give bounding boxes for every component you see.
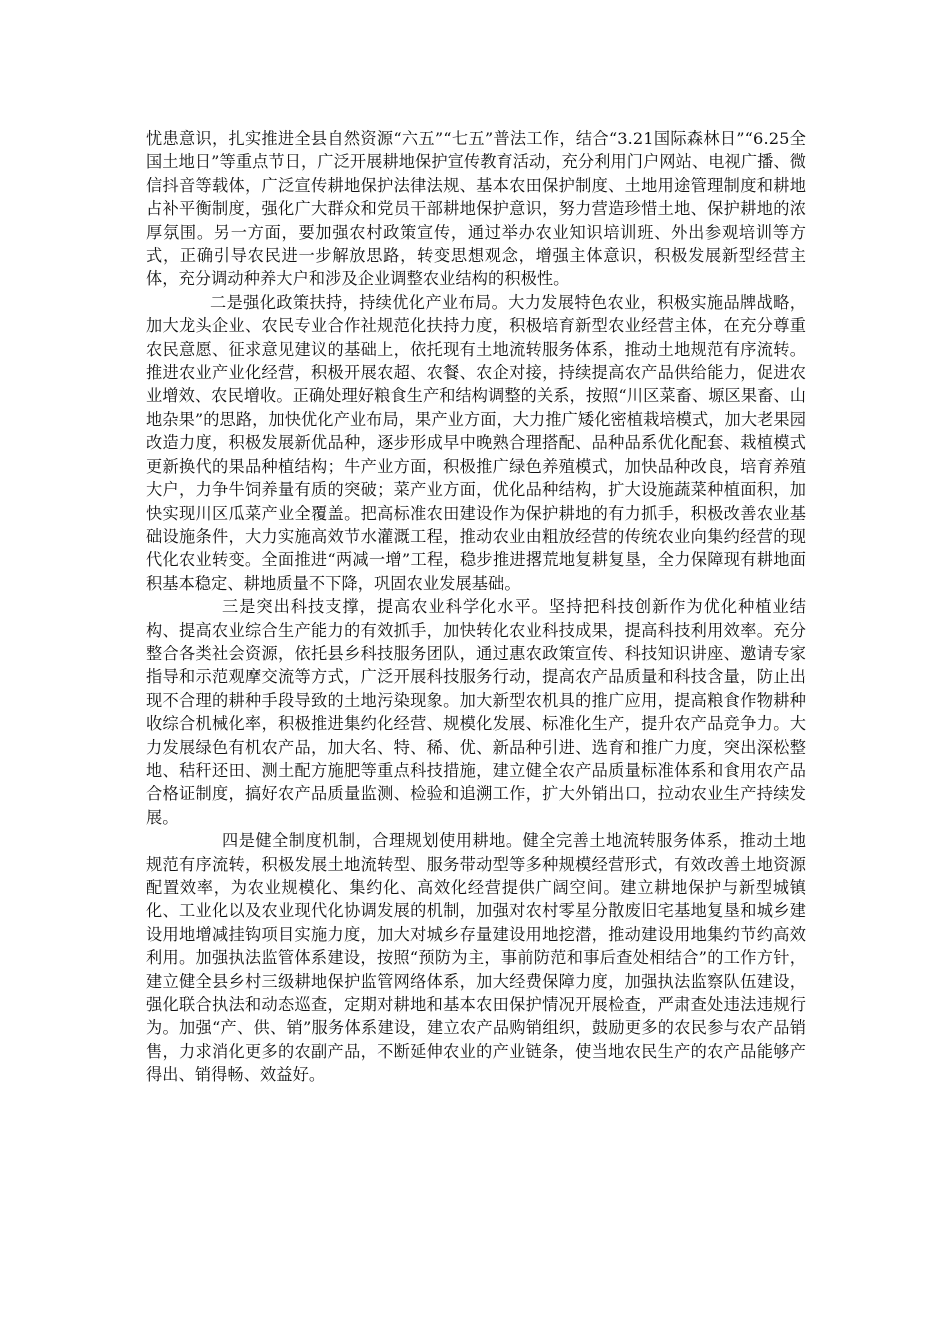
paragraph-policy-support: 二是强化政策扶持，持续优化产业布局。大力发展特色农业，积极实施品牌战略，加大龙头企业、农民专业合作社规范化扶持力度，积极培育新型农业经营主体，在充分尊重农民意愿、征求意见建议的基础上，依托现有土地流转服务体系，推动土地规范有序流转。推进农业产业化经营，积极开展农超、农餐、农企对接，持续提高农产品供给能力，促进农业增效、农民增收。正确处理好粮食生产和结构调整的关系，按照“川区菜畜、塬区果畜、山地杂果”的思路，加快优化产业布局，果产业方面，大力推广矮化密植栽培模式，加大老果园改造力度，积极发展新优品种，逐步形成早中晚熟合理搭配、品种品系优化配套、栽植模式更新换代的果品种植结构；牛产业方面，积极推广绿色养殖模式，加快品种改良，培育养殖大户，力争牛饲养量有质的突破；菜产业方面，优化品种结构，扩大设施蔬菜种植面积，加快实现川区瓜菜产业全覆盖。把高标准农田建设作为保护耕地的有力抓手，积极改善农业基础设施条件，大力实施高效节水灌溉工程，推动农业由粗放经营的传统农业向集约经营的现代化农业转变。全面推进“两减一增”工程，稳步推进撂荒地复耕复垦，全力保障现有耕地面积基本稳定、耕地质量不下降，巩固农业发展基础。 <box>146 292 806 593</box>
paragraph-institutional-mechanism: 四是健全制度机制，合理规划使用耕地。健全完善土地流转服务体系，推动土地规范有序流转，积极发展土地流转型、服务带动型等多种规模经营形式，有效改善土地资源配置效率，为农业规模化、集约化、高效化经营提供广阔空间。建立耕地保护与新型城镇化、工业化以及农业现代化协调发展的机制，加强对农村零星分散废旧宅基地复垦和城乡建设用地增减挂钩项目实施力度，加大对城乡存量建设用地挖潜，推动建设用地集约节约高效利用。加强执法监管体系建设，按照“预防为主，事前防范和事后查处相结合”的工作方针，建立健全县乡村三级耕地保护监管网络体系，加大经费保障力度，加强执法监察队伍建设，强化联合执法和动态巡查，定期对耕地和基本农田保护情况开展检查，严肃查处违法违规行为。加强“产、供、销”服务体系建设，建立农产品购销组织，鼓励更多的农民参与农产品销售，力求消化更多的农副产品，不断延伸农业的产业链条，使当地农民生产的农产品能够产得出、销得畅、效益好。 <box>146 831 806 1085</box>
paragraph-continuation: 忧患意识，扎实推进全县自然资源“六五”“七五”普法工作，结合“3.21国际森林日”“6.25全国土地日”等重点节日，广泛开展耕地保护宣传教育活动，充分利用门户网站、电视广播、微信抖音等载体，广泛宣传耕地保护法律法规、基本农田保护制度、土地用途管理制度和耕地占补平衡制度，强化广大群众和党员干部耕地保护意识，努力营造珍惜土地、保护耕地的浓厚氛围。另一方面，要加强农村政策宣传，通过举办农业知识培训班、外出参观培训等方式，正确引导农民进一步解放思路，转变思想观念，增强主体意识，积极发展新型经营主体，充分调动种养大户和涉及企业调整农业结构的积极性。 <box>146 129 806 289</box>
document-body <box>146 127 806 1087</box>
paragraph-tech-support: 三是突出科技支撑，提高农业科学化水平。坚持把科技创新作为优化种植业结构、提高农业综合生产能力的有效抓手，加快转化农业科技成果，提高科技利用效率。充分整合各类社会资源，依托县乡科技服务团队，通过惠农政策宣传、科技知识讲座、邀请专家指导和示范观摩交流等方式，广泛开展科技服务行动，提高农产品质量和科技含量，防止出现不合理的耕种手段导致的土地污染现象。加大新型农机具的推广应用，提高粮食作物耕种收综合机械化率，积极推进集约化经营、规模化发展、标准化生产，提升农产品竞争力。大力发展绿色有机农产品，加大名、特、稀、优、新品种引进、选育和推广力度，突出深松整地、秸秆还田、测土配方施肥等重点科技措施，建立健全农产品质量标准体系和食用农产品合格证制度，搞好农产品质量监测、检验和追溯工作，扩大外销出口，拉动农业生产持续发展。 <box>146 597 806 827</box>
